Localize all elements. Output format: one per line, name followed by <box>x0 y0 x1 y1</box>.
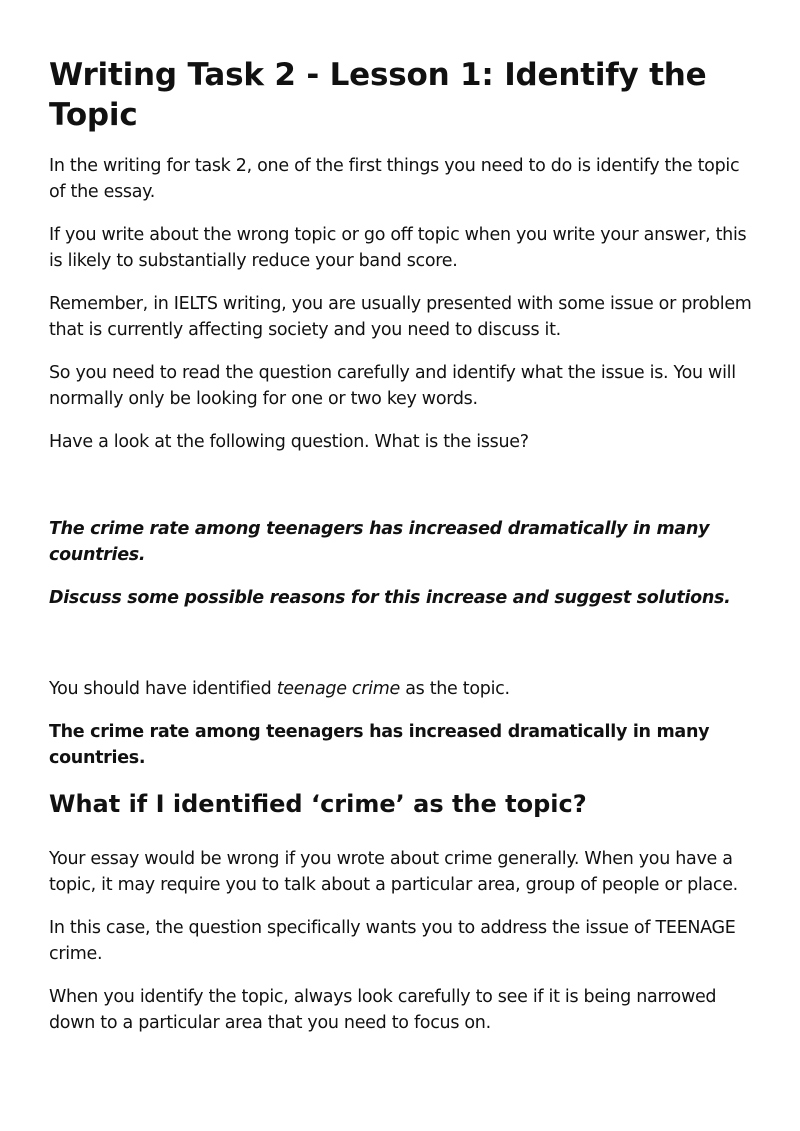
question-statement: The crime rate among teenagers has increased dramatically in many countries. <box>49 519 710 565</box>
section-heading-wrap <box>49 788 754 820</box>
intro-paragraph: If you write about the wrong topic or go off topic when you write your answer, this is likely to substantially reduce your band score. <box>49 225 747 271</box>
section-paragraph: In this case, the question specifically wants you to address the issue of TEENAGE crime. <box>49 918 736 964</box>
intro-paragraph: In the writing for task 2, one of the first things you need to do is identify the topic of the essay. <box>49 156 740 202</box>
section-heading: What if I identified ‘crime’ as the topic? <box>49 790 587 818</box>
intro-paragraph: Remember, in IELTS writing, you are usually presented with some issue or problem that is currently affecting society and you need to discuss it. <box>49 294 752 340</box>
answer-text-before: You should have identified <box>49 679 277 699</box>
answer-restated-question: The crime rate among teenagers has increased dramatically in many countries. <box>49 722 710 768</box>
spacer <box>49 628 754 676</box>
document-page <box>49 55 754 1053</box>
intro-paragraph: So you need to read the question carefully and identify what the issue is. You will normally only be looking for one or two key words. <box>49 363 736 409</box>
spacer <box>49 472 754 516</box>
answer-text-after: as the topic. <box>399 679 510 699</box>
question-instruction: Discuss some possible reasons for this increase and suggest solutions. <box>49 588 731 608</box>
page-title: Writing Task 2 - Lesson 1: Identify the Topic <box>49 57 707 133</box>
answer-topic: teenage crime <box>276 679 400 699</box>
section-paragraph: Your essay would be wrong if you wrote about crime generally. When you have a topic, it may require you to talk about a particular area, group of people or place. <box>49 849 738 895</box>
answer-paragraph <box>49 676 754 702</box>
intro-paragraph: Have a look at the following question. What is the issue? <box>49 432 529 452</box>
section-paragraph: When you identify the topic, always look carefully to see if it is being narrowed down to a particular area that you need to focus on. <box>49 987 717 1033</box>
